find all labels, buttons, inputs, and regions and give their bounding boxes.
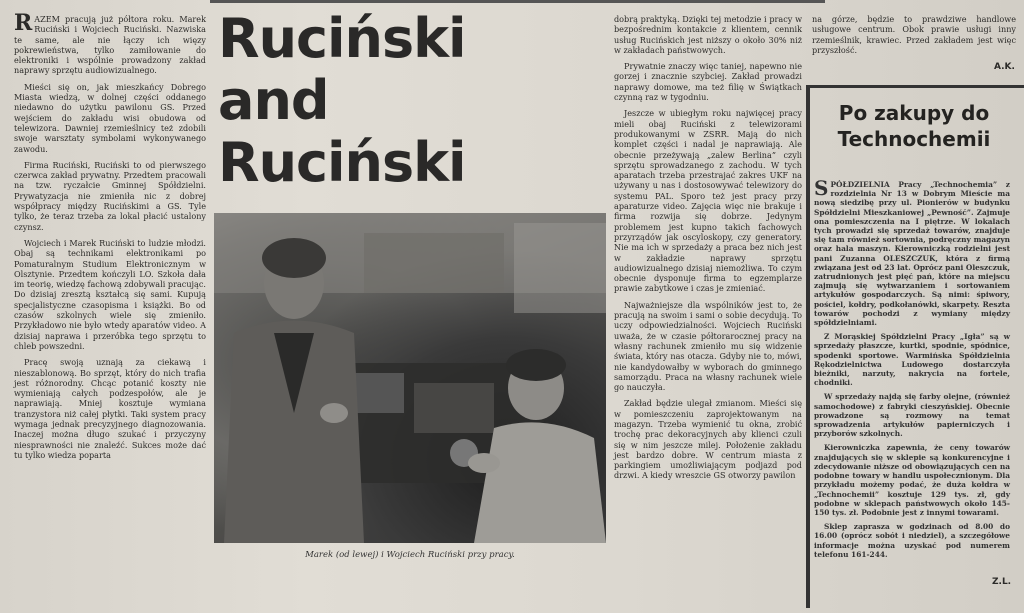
article-paragraph: W sprzedaży najdą się farby olejne, (również samochodowe) z fabryki cieszyńskiej. Obecnie prowadzone są rozmowy na temat sprowadzenia artykułów papierniczych i przyborów szkolnych. [814, 392, 1010, 439]
article-paragraph: dobrą praktyką. Dzięki tej metodzie i pracy w bezpośrednim kontakcie z klientem, cennik usług Rucińskich jest niższy o około 30% niż w zakładach państwowych. [614, 14, 802, 55]
article-paragraph: Wojciech i Marek Ruciński to ludzie młodzi. Obaj są technikami elektronikami po Pomaturalnym Studium Elektronicznym w Olsztynie. Przedtem kończyli LO. Szkoła dała im teorię, wiedzę fachową zdobywali pracując. Do dzisiaj zresztą kształcą się sami. Kupują specjalistyczne czasopisma i książki. Bo od czasów szkolnych wiele się zmieniło. Przykładowo nie było wtedy aparatów video. A dzisiaj naprawa i przeróbka tego sprzętu to chleb powszedni. [14, 237, 206, 351]
title-line: Technochemii [837, 127, 991, 151]
article-column-1 [14, 10, 206, 608]
photo-illustration [214, 213, 606, 543]
article-paragraph: Prywatnie znaczy więc taniej, napewno nie gorzej i znacznie szybciej. Zakład prowadzi naprawy domowe, ma też filię w Świątkach czynną raz w tygodniu. [614, 61, 802, 103]
article-photo [214, 213, 606, 543]
headline-line: Ruciński [218, 131, 466, 194]
article-paragraph: Jeszcze w ubiegłym roku najwięcej pracy mieli obaj Ruciński z telewizorami produkowanymi w ZSRR. Mają do nich komplet części i nadal je naprawiają. Ale obecnie przeżywają „zalew Berlina” czyli sprzętu sprowadzanego z zachodu. W tych aparatach trzeba przestrajać zakres UKF na używany u nas i dostosowywać telewizory do systemu PAL. Sporo też jest pracy przy aparaturze video. Zajęcia więc nie brakuje i firma rozwija się dobrze. Jedynym problemem jest kupno takich fachowych przyrządów jak oscyloskopy, czy generatory. Nie ma ich w sprzedaży a praca bez nich jest w zakładzie naprawy sprzętu audiowizualnego dzisiaj niemożliwa. To czym obecnie dysponuje firma to egzemplarze prawie zabytkowe i czas je zmieniać. [614, 108, 802, 294]
article-paragraph: RAZEM pracują już półtora roku. Marek Ruciński i Wojciech Ruciński. Nazwiska te same, ale nie łączy ich więzy pokrewieństwa, tylko zamiłowanie do elektroniki i wspólnie prowadzony zakład naprawy sprzętu audiowizualnego. [14, 10, 206, 76]
drop-cap: R [14, 10, 33, 36]
title-line: Po zakupy do [838, 101, 990, 125]
article-column-3 [812, 14, 1016, 58]
headline-line: and [218, 69, 329, 132]
article-paragraph: Z Morąskiej Spółdzielni Pracy „Igła” są w sprzedaży płaszcze, kurtki, spodnie, spódnice, spodenki sportowe. Warmińska Spółdzielnia Rękodzielnictwa Ludowego dostarczyła bieżniki, narzuty, nakrycia na fortele, chodniki. [814, 332, 1010, 388]
author-signature: A.K. [994, 62, 1015, 72]
article-paragraph: Firma Ruciński, Ruciński to od pierwszego czerwca zakład prywatny. Przedtem pracowali na tzw. ryczałcie Gminnej Spółdzielni. Prywatyzacja nie zmieniła nic z dobrej współpracy między Rucińskimi a GS. Tyle tylko, że teraz trzeba za lokal płacić ustalony czynsz. [14, 159, 206, 232]
article-paragraph: na górze, będzie to prawdziwe handlowe usługowe centrum. Obok prawie usługi inny rzemieślnik, krawiec. Przed zakładem jest więc przyszłość. [812, 14, 1016, 55]
article-paragraph: Kierowniczka zapewnia, że ceny towarów znajdujących się w sklepie są konkurencyjne i zdecydowanie niższe od obowiązujących cen na podobne towary w handlu uspołecznionym. Dla przykładu możemy podać, że duża kołdra w „Technochemii” kosztuje 129 tys. zł, gdy podobne w sklepach państwowych około 145-150 tys. zł. Podobnie jest z innymi towarami. [814, 443, 1010, 517]
article-paragraph: Sklep zaprasza w godzinach od 8.00 do 16.00 (oprócz sobót i niedziel), a szczegółowe informacje można uzyskać pod numerem telefonu 161-244. [814, 522, 1010, 559]
top-rule [210, 0, 825, 3]
drop-cap: S [814, 176, 829, 200]
article-paragraph: Najważniejsze dla wspólników jest to, że pracują na swoim i sami o sobie decydują. To uczy odpowiedzialności. Wojciech Ruciński uważa, że w czasie półtorarocznej pracy na własny rachunek zmieniło mu się widzenie świata, który nas otacza. Gdyby nie to, mówi, nie kandydowałby w wyborach do gminnego samorządu. Praca na własny rachunek wiele go nauczyła. [614, 299, 802, 393]
article-paragraph: Mieści się on, jak mieszkańcy Dobrego Miasta wiedzą, w dolnej części oddanego niedawno do użytku pawilonu GS. Przed wejściem do zakładu wisi obudowa od telewizora. Dawniej rzemieślnicy też zdobili swoje warsztaty symbolami wykonywanego zawodu. [14, 81, 206, 154]
boxed-article-body [814, 176, 1010, 559]
article-paragraph: SPÓŁDZIELNIA Pracy „Technochemia” z rozdzielnia Nr 13 w Dobrym Mieście ma nową siedzibę przy ul. Pionierów w budynku Spółdzielni Mieszkaniowej „Pewność”. Zajmuje ona pomieszczenia na I piętrze. W lokalach tych prowadzi się sprzedaż towarów, znajduje się tam również sortownia, podręczny magazyn oraz hala maszyn. Kierowniczką rodzielni jest pani Zuzanna OLESZCZUK, która z firmą związana jest od 23 lat. Oprócz pani Oleszczuk, zatrudnionych jest pięć pań, które na miejscu zajmują się wytwarzaniem i sortowaniem artykułów gospodarczych. Są nimi: śpiwory, pościel, kołdry, podkołanówki, skarpety. Reszta towarów pochodzi z wymiany między spółdzielniami. [814, 176, 1010, 328]
headline-line: Ruciński [218, 7, 466, 70]
article-headline [218, 8, 608, 194]
author-signature: Z.L. [992, 577, 1012, 587]
article-column-2 [614, 14, 802, 608]
boxed-article-title [814, 100, 1014, 152]
photo-caption: Marek (od lewej) i Wojciech Ruciński przy pracy. [305, 550, 515, 560]
article-paragraph: Pracę swoją uznają za ciekawą i nieszablonową. Bo sprzęt, który do nich trafia jest różnorodny. Chcąc potanić koszty nie wymieniają całych podzespołów, ale je naprawiają. Mniej kosztuje wymiana tranzystora niż całej płytki. Taki system pracy wymaga jednak precyzyjnego diagnozowania. Inaczej można długo szukać i przyczyny niesprawności nie znaleźć. Sukces może dać tu tylko wiedza poparta [14, 357, 206, 460]
article-paragraph: Zakład będzie ulegał zmianom. Mieści się w pomieszczeniu zaprojektowanym na magazyn. Trzeba wymienić tu okna, zrobić trochę prac dekoracyjnych aby klienci czuli się w nim jeszcze milej. Położenie zakładu jest bardzo dobre. W centrum miasta z parkingiem umożliwiającym podjazd pod drzwi. A kiedy wreszcie GS otworzy pawilon [614, 398, 802, 481]
